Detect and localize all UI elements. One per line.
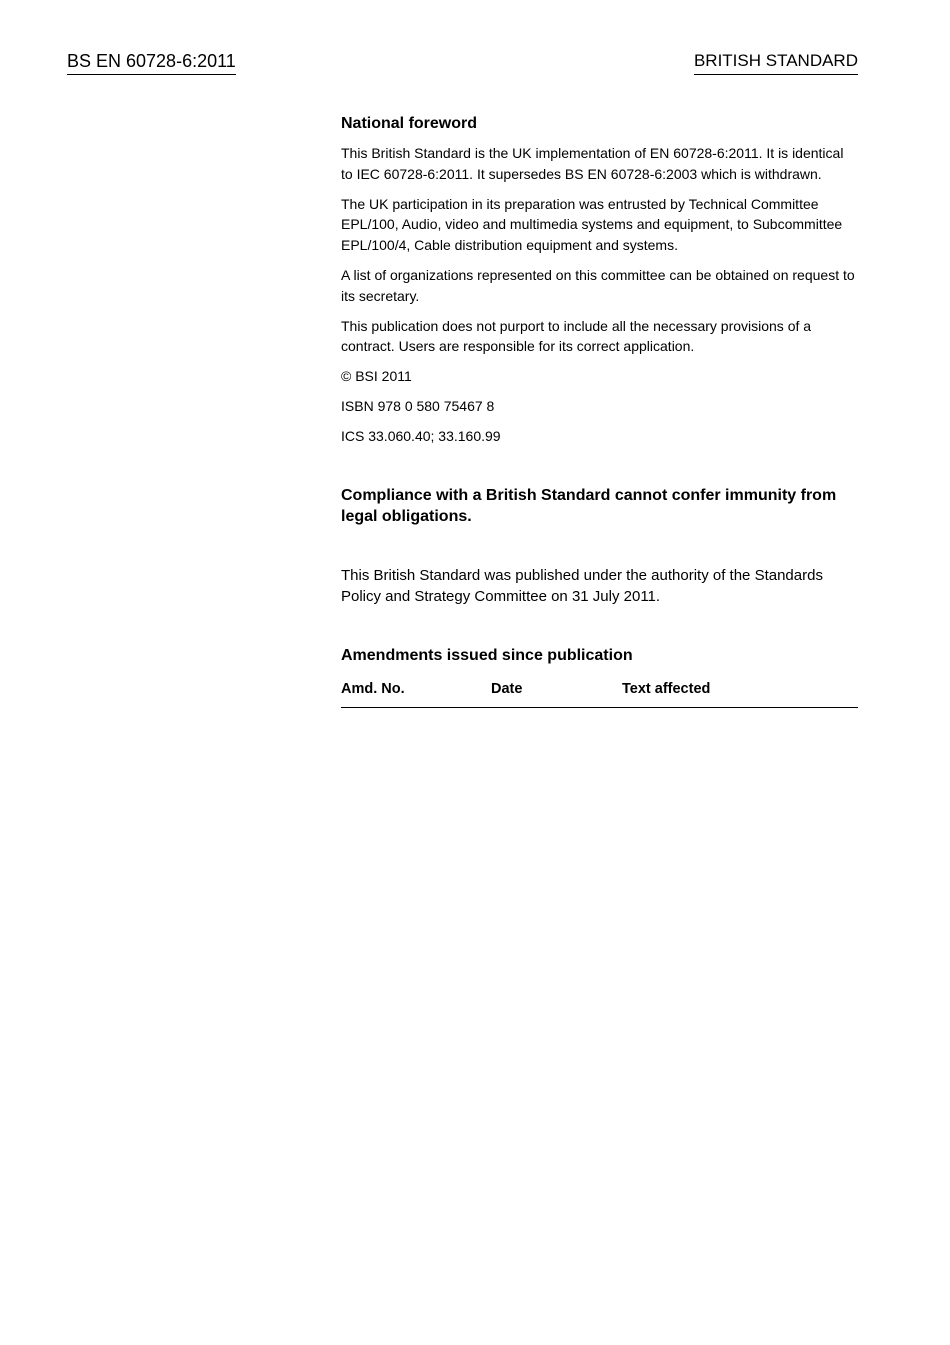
column-header-text-affected: Text affected [622,680,711,697]
isbn: ISBN 978 0 580 75467 8 [341,397,495,414]
foreword-paragraph: This British Standard is the UK implementation of EN 60728-6:2011. It is identical to IEC 60728-6:2011. It supersedes BS EN 60728-6:2003 which is withdrawn. [341,145,844,182]
amendments-title: Amendments issued since publication [341,646,633,664]
document-type: BRITISH STANDARD [694,50,858,75]
foreword-title: National foreword [341,115,478,132]
column-header-amd-no: Amd. No. [341,680,405,697]
ics-codes: ICS 33.060.40; 33.160.99 [341,427,501,444]
foreword-paragraph: This publication does not purport to include all the necessary provisions of a contract. Users are responsible for its correct application. [341,317,812,355]
foreword-paragraph: A list of organizations represented on this committee can be obtained on request to its secretary. [341,266,855,304]
publication-statement: This British Standard was published under the authority of the Standards Policy and Strategy Committee on 31 July 2011. [341,566,823,605]
amendments-table-header [341,680,858,708]
compliance-statement: Compliance with a British Standard cannot confer immunity from legal obligations. [341,486,837,525]
column-header-date: Date [491,680,523,697]
main-content [341,113,858,708]
copyright-notice: © BSI 2011 [341,368,412,385]
document-number: BS EN 60728-6:2011 [67,50,236,75]
foreword-paragraph: The UK participation in its preparation was entrusted by Technical Committee EPL/100, Audio, video and multimedia systems and equipment, to Subcommittee EPL/100/4, Cable distribution equipment and systems. [341,195,843,254]
